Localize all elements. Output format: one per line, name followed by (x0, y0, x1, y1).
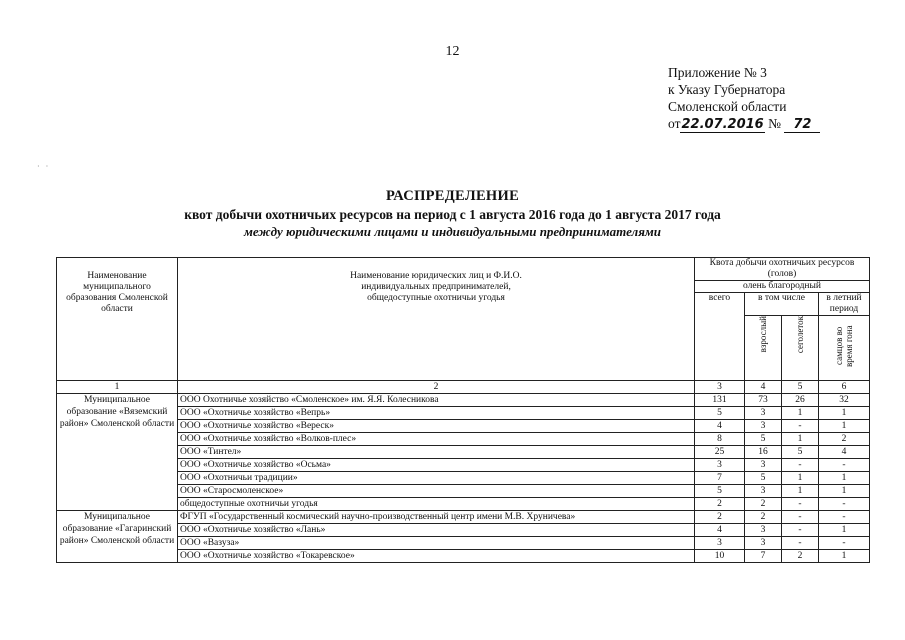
table-row (57, 511, 870, 524)
column-number: 2 (178, 381, 695, 394)
column-numbers-row (57, 381, 870, 394)
adult-cell: 3 (745, 407, 782, 420)
header-summer: в летний период (819, 293, 870, 316)
table-row (57, 537, 870, 550)
summer-cell: - (819, 459, 870, 472)
summer-cell: 1 (819, 524, 870, 537)
summer-cell: 4 (819, 446, 870, 459)
document-subtitle: квот добычи охотничьих ресурсов на период с 1 августа 2016 года до 1 августа 2017 года (184, 207, 721, 222)
municipality-cell: Муниципальное образование «Вяземский район» Смоленской области (57, 394, 178, 511)
adult-cell: 7 (745, 550, 782, 563)
document-subtitle-2: между юридическими лицами и индивидуальными предпринимателями (243, 224, 662, 239)
adult-cell: 5 (745, 472, 782, 485)
appendix-line-3: Смоленской области (668, 99, 787, 114)
adult-cell: 2 (745, 511, 782, 524)
table-row (57, 446, 870, 459)
summer-cell: - (819, 511, 870, 524)
table-row (57, 524, 870, 537)
entity-name-cell: ООО «Тинтел» (178, 446, 695, 459)
header-municipality: Наименование муниципального образования Смоленской области (57, 258, 178, 381)
total-cell: 3 (695, 537, 745, 550)
header-adult: взрослый (758, 316, 768, 353)
yearling-cell: - (782, 420, 819, 433)
appendix-block (668, 64, 820, 133)
table-row (57, 394, 870, 407)
header-total: всего (695, 293, 745, 381)
column-number: 5 (782, 381, 819, 394)
adult-cell: 16 (745, 446, 782, 459)
total-cell: 2 (695, 498, 745, 511)
adult-cell: 73 (745, 394, 782, 407)
total-cell: 10 (695, 550, 745, 563)
column-number: 1 (57, 381, 178, 394)
entity-name-cell: ООО «Охотничье хозяйство «Осьма» (178, 459, 695, 472)
adult-cell: 2 (745, 498, 782, 511)
entity-name-cell: ООО «Вазуза» (178, 537, 695, 550)
yearling-cell: 5 (782, 446, 819, 459)
scan-specks: · · (37, 162, 49, 171)
total-cell: 7 (695, 472, 745, 485)
summer-cell: 1 (819, 485, 870, 498)
quota-table (56, 257, 870, 563)
yearling-cell: 26 (782, 394, 819, 407)
yearling-cell: - (782, 459, 819, 472)
total-cell: 4 (695, 420, 745, 433)
header-males-cell (819, 316, 870, 381)
table-row (57, 433, 870, 446)
appendix-line-1: Приложение № 3 (668, 65, 767, 80)
yearling-cell: - (782, 511, 819, 524)
summer-cell: 1 (819, 472, 870, 485)
handwritten-number: 72 (784, 118, 820, 133)
total-cell: 131 (695, 394, 745, 407)
municipality-cell: Муниципальное образование «Гагаринский район» Смоленской области (57, 511, 178, 563)
header-entities: Наименование юридических лиц и Ф.И.О. индивидуальных предпринимателей, общедоступные охотничьи угодья (178, 258, 695, 381)
header-males-rut: самцов во время гона (834, 325, 855, 367)
yearling-cell: 1 (782, 407, 819, 420)
adult-cell: 3 (745, 537, 782, 550)
table-row (57, 498, 870, 511)
table-row (57, 472, 870, 485)
entity-name-cell: ООО «Охотничье хозяйство «Вереск» (178, 420, 695, 433)
table-row (57, 407, 870, 420)
header-quota: Квота добычи охотничьих ресурсов (голов) (695, 258, 870, 281)
number-prefix: № (768, 116, 781, 131)
table-body (57, 394, 870, 563)
entity-name-cell: ФГУП «Государственный космический научно-производственный центр имени М.В. Хруничева» (178, 511, 695, 524)
yearling-cell: - (782, 524, 819, 537)
from-prefix: от (668, 116, 681, 131)
column-number: 4 (745, 381, 782, 394)
header-yearling: сеголеток (795, 316, 805, 354)
summer-cell: 1 (819, 407, 870, 420)
yearling-cell: 1 (782, 485, 819, 498)
summer-cell: 1 (819, 420, 870, 433)
table-row (57, 420, 870, 433)
entity-name-cell: ООО «Охотничьи традиции» (178, 472, 695, 485)
yearling-cell: 2 (782, 550, 819, 563)
total-cell: 8 (695, 433, 745, 446)
entity-name-cell: ООО «Старосмоленское» (178, 485, 695, 498)
summer-cell: 1 (819, 550, 870, 563)
appendix-line-2: к Указу Губернатора (668, 82, 786, 97)
handwritten-date: 22.07.2016 (681, 117, 764, 132)
yearling-cell: 1 (782, 472, 819, 485)
total-cell: 2 (695, 511, 745, 524)
yearling-cell: - (782, 498, 819, 511)
adult-cell: 5 (745, 433, 782, 446)
header-species: олень благородный (695, 281, 870, 293)
summer-cell: 2 (819, 433, 870, 446)
header-yearling-cell (782, 316, 819, 381)
summer-cell: - (819, 537, 870, 550)
total-cell: 5 (695, 407, 745, 420)
entity-name-cell: ООО «Охотничье хозяйство «Волков-плес» (178, 433, 695, 446)
column-number: 6 (819, 381, 870, 394)
total-cell: 4 (695, 524, 745, 537)
yearling-cell: - (782, 537, 819, 550)
adult-cell: 3 (745, 420, 782, 433)
appendix-date-line (668, 115, 820, 133)
document-title: РАСПРЕДЕЛЕНИЕ (385, 188, 520, 204)
adult-cell: 3 (745, 524, 782, 537)
table-row (57, 459, 870, 472)
page-number: 12 (445, 44, 460, 59)
header-including: в том числе (745, 293, 819, 316)
entity-name-cell: ООО «Охотничье хозяйство «Лань» (178, 524, 695, 537)
column-number: 3 (695, 381, 745, 394)
total-cell: 25 (695, 446, 745, 459)
summer-cell: 32 (819, 394, 870, 407)
yearling-cell: 1 (782, 433, 819, 446)
table-row (57, 485, 870, 498)
header-adult-cell (745, 316, 782, 381)
entity-name-cell: общедоступные охотничьи угодья (178, 498, 695, 511)
total-cell: 3 (695, 459, 745, 472)
entity-name-cell: ООО «Охотничье хозяйство «Вепрь» (178, 407, 695, 420)
table-row (57, 550, 870, 563)
adult-cell: 3 (745, 485, 782, 498)
summer-cell: - (819, 498, 870, 511)
adult-cell: 3 (745, 459, 782, 472)
entity-name-cell: ООО «Охотничье хозяйство «Токаревское» (178, 550, 695, 563)
total-cell: 5 (695, 485, 745, 498)
entity-name-cell: ООО Охотничье хозяйство «Смоленское» им. Я.Я. Колесникова (178, 394, 695, 407)
